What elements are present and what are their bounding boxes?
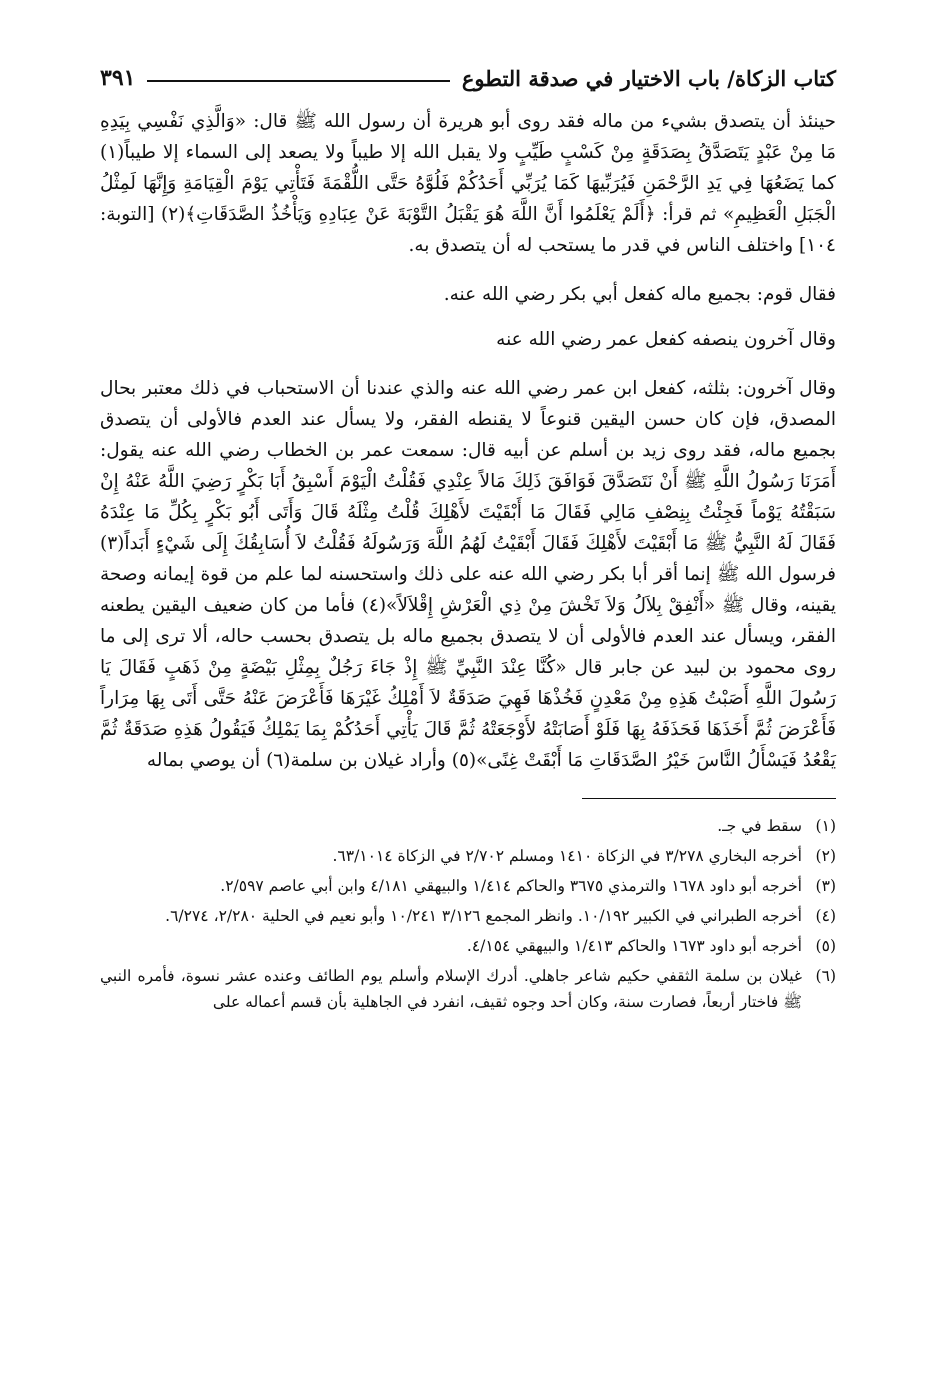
footnote-number: (٥): [815, 937, 836, 955]
footnote-1: [100, 813, 836, 839]
footnote-4: [100, 903, 836, 929]
footnote-5: [100, 933, 836, 959]
footnote-text: سقط في جـ.: [717, 817, 802, 835]
footnote-3: [100, 873, 836, 899]
footnote-text: أخرجه أبو داود ١٦٧٨ والترمذي ٣٦٧٥ والحاكم ١/٤١٤ والبيهقي ٤/١٨١ وابن أبي عاصم ٢/٥٩٧.: [220, 877, 802, 895]
chapter-title: كتاب الزكاة/ باب الاختيار في صدقة التطوع: [461, 65, 836, 91]
footnote-text: أخرجه أبو داود ١٦٧٣ والحاكم ١/٤١٣ والبيهقي ٤/١٥٤.: [466, 937, 802, 955]
header-rule: [147, 80, 449, 82]
footnote-number: (١): [815, 817, 836, 835]
footnote-number: (٤): [815, 907, 836, 925]
paragraph-3: وقال آخرون ينصفه كفعل عمر رضي الله عنه: [496, 329, 836, 350]
footnote-text: أخرجه البخاري ٣/٢٧٨ في الزكاة ١٤١٠ ومسلم ٢/٧٠٢ في الزكاة ٦٣/١٠١٤.: [332, 847, 802, 865]
footnote-separator: [582, 798, 836, 799]
footnote-number: (٣): [815, 877, 836, 895]
footnote-text: أخرجه الطبراني في الكبير ١٠/١٩٢. وانظر المجمع ٣/١٢٦ ١٠/٢٤١ وأبو نعيم في الحلية ٢/٢٨٠، ٦/٢٧٤.: [165, 907, 802, 925]
paragraph-1: حينئذ أن يتصدق بشيء من ماله فقد روى أبو هريرة أن رسول الله ﷺ قال: «وَالَّذِي نَفْسِي بِيَدِهِ مَا مِنْ عَبْدٍ يَتَصَدَّقُ بِصَدَقَةٍ مِنْ كَسْبٍ طَيِّبٍ ولا يقبل الله إلا طيباً ولا يصعد إلى السماء إلا طيباً(١) كما يَضَعُهَا فِي يَدِ الرَّحْمَنِ فَيُرَبِّيهَا كَمَا يُرَبِّي أَحَدُكُمْ فَلُوَّهُ حَتَّى اللُّقْمَةَ فَتَأْتِي يَوْمَ الْقِيَامَةِ وَإِنَّهَا لَمِثْلُ الْجَبَلِ الْعَظِيمِ» ثم قرأ: ﴿أَلَمْ يَعْلَمُوا أَنَّ اللَّهَ هُوَ يَقْبَلُ التَّوْبَةَ عَنْ عِبَادِهِ وَيَأْخُذُ الصَّدَقَاتِ﴾(٢) [التوبة: ١٠٤] واختلف الناس في قدر ما يستحب له أن يتصدق به.: [100, 111, 836, 256]
running-header: [100, 60, 836, 96]
footnote-text: غيلان بن سلمة الثقفي حكيم شاعر جاهلي. أدرك الإسلام وأسلم يوم الطائف وعنده عشر نسوة، فأمره النبي ﷺ فاختار أربعاً، فصارت سنة، وكان أحد وجوه ثقيف، انفرد في الجاهلية بأن قسم أعماله على: [100, 967, 802, 1011]
book-page: [100, 60, 836, 1350]
footnote-number: (٢): [815, 847, 836, 865]
paragraph-4: وقال آخرون: بثلثه، كفعل ابن عمر رضي الله عنه والذي عندنا أن الاستحباب في ذلك معتبر بحال المصدق، فإن كان حسن اليقين قنوعاً لا يقنطه الفقر، ولا يسأل عند العدم فالأولى أن يتصدق بجميع ماله، فقد روى زيد بن أسلم عن أبيه قال: سمعت عمر بن الخطاب رضي الله عنه يقول: أَمَرَنَا رَسُولُ اللَّهِ ﷺ أَنْ نَتَصَدَّقَ فَوَافَقَ ذَلِكَ مَالاً عِنْدِي فَقُلْتُ الْيَوْمَ أَسْبِقُ أَبَا بَكْرٍ رَضِيَ اللَّهُ عَنْهُ إِنْ سَبَقْتُهُ يَوْماً فَجِئْتُ بِنِصْفِ مَالِي فَقَالَ مَا أَبْقَيْتَ لأَهْلِكَ قُلْتُ مِثْلَهُ قَالَ وَأَتَى أَبُو بَكْرٍ بِكُلِّ مَا عِنْدَهُ فَقَالَ لَهُ النَّبِيُّ ﷺ مَا أَبْقَيْتَ لأَهْلِكَ فَقَالَ أَبْقَيْتُ لَهُمُ اللَّهَ وَرَسُولَهُ فَقُلْتُ لاَ أُسَابِقُكَ إِلَى شَيْءٍ أَبَداً(٣) فرسول الله ﷺ إنما أقر أبا بكر رضي الله عنه على ذلك واستحسنه لما علم من قوة إيمانه وصحة يقينه، وقال ﷺ «أَنْفِقْ بِلاَلُ وَلاَ تَخْشَ مِنْ ذِي الْعَرْشِ إِقْلاَلاً»(٤) فأما من كان ضعيف اليقين يطعنه الفقر، ويسأل عند العدم فالأولى أن لا يتصدق بجميع ماله بل يتصدق بحسب حاله، ألا ترى إلى ما روى محمود بن لبيد عن جابر قال «كُنَّا عِنْدَ النَّبِيِّ ﷺ إِذْ جَاءَ رَجُلٌ بِمِثْلِ بَيْضَةٍ مِنْ ذَهَبٍ فَقَالَ يَا رَسُولَ اللَّهِ أَصَبْتُ هَذِهِ مِنْ مَعْدِنٍ فَخُذْهَا فَهِيَ صَدَقَةٌ لاَ أَمْلِكُ غَيْرَهَا فَأَعْرَضَ عَنْهُ حَتَّى أَتَى بِهَا مِرَاراً فَأَعْرَضَ ثُمَّ أَخَذَهَا فَحَذَفَهُ بِهَا فَلَوْ أَصَابَتْهُ لأَوْجَعَتْهُ ثُمَّ قَالَ يَأْتِي أَحَدُكُمْ بِمَا يَمْلِكُ فَيَقُولُ هَذِهِ صَدَقَةٌ ثُمَّ يَقْعُدُ فَيَسْأَلُ النَّاسَ خَيْرُ الصَّدَقَاتِ مَا أَبْقَتْ غِنًى»(٥) وأراد غيلان بن سلمة(٦) أن يوصي بماله: [100, 378, 836, 771]
paragraph-2: فقال قوم: بجميع ماله كفعل أبي بكر رضي الله عنه.: [443, 284, 836, 305]
footnote-number: (٦): [815, 967, 836, 985]
footnotes: [100, 813, 836, 1015]
main-text: [100, 106, 836, 776]
footnote-2: [100, 843, 836, 869]
footnote-6: [100, 963, 836, 1015]
page-number: ٣٩١: [100, 65, 136, 91]
